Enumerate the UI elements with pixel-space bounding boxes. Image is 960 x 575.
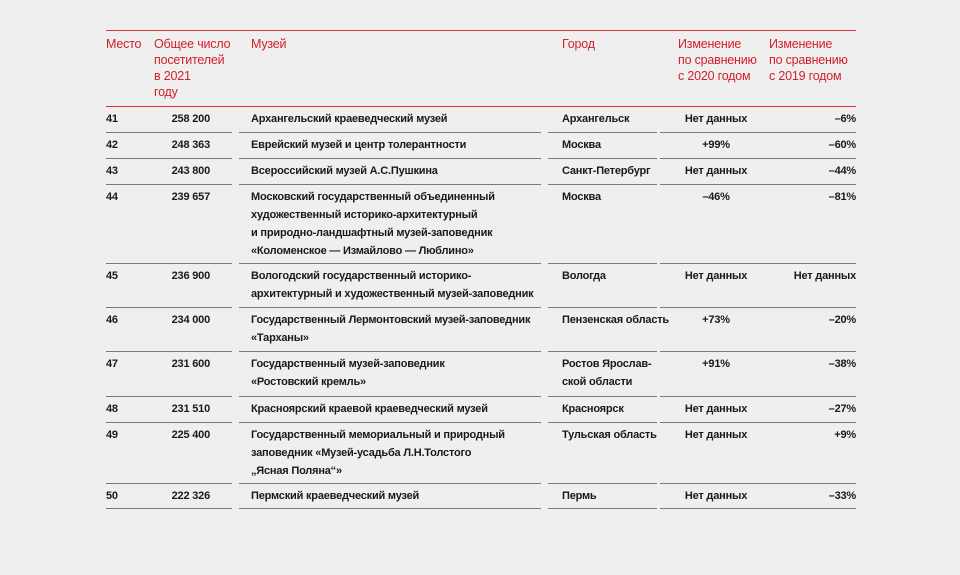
- row-divider: [660, 396, 856, 397]
- cell-visitors: 231 600: [171, 358, 210, 370]
- row-divider: [239, 184, 541, 185]
- cell-change-2020: Нет данных: [684, 429, 748, 441]
- cell-change-2019: –20%: [828, 314, 856, 326]
- row-divider: [548, 508, 657, 509]
- cell-change-2020: Нет данных: [684, 490, 748, 502]
- row-divider: [106, 422, 232, 423]
- cell-change-2019: –44%: [828, 165, 856, 177]
- row-divider: [548, 422, 657, 423]
- row-divider: [548, 351, 657, 352]
- row-divider: [239, 307, 541, 308]
- cell-change-2019: –27%: [828, 403, 856, 415]
- header-rank: Место: [106, 37, 142, 51]
- cell-museum: Вологодский государственный историко- архитектурный и художественный музей-заповедник: [251, 270, 534, 300]
- row-divider: [660, 184, 856, 185]
- header-change-2019: Изменение по сравнению с 2019 годом: [769, 37, 848, 83]
- cell-rank: 49: [106, 429, 118, 441]
- cell-change-2020: +91%: [702, 358, 730, 370]
- cell-rank: 50: [106, 490, 118, 502]
- cell-museum: Еврейский музей и центр толерантности: [251, 139, 467, 151]
- cell-change-2019: –81%: [828, 191, 856, 203]
- row-divider: [548, 483, 657, 484]
- cell-visitors: 222 326: [171, 490, 210, 502]
- row-divider: [106, 184, 232, 185]
- cell-rank: 48: [106, 403, 118, 415]
- cell-change-2020: –46%: [702, 191, 730, 203]
- row-divider: [106, 396, 232, 397]
- cell-change-2020: +99%: [702, 139, 730, 151]
- cell-city: Санкт-Петербург: [562, 165, 651, 177]
- cell-city: Ростов Ярослав- ской области: [562, 358, 652, 388]
- top-rule: [106, 30, 856, 31]
- row-divider: [239, 508, 541, 509]
- header-visitors: Общее число посетителей в 2021 году: [154, 37, 231, 99]
- header-museum: Музей: [251, 37, 287, 51]
- cell-city: Архангельск: [562, 113, 630, 125]
- row-divider: [106, 351, 232, 352]
- row-divider: [239, 396, 541, 397]
- header-rule: [106, 106, 856, 107]
- cell-museum: Московский государственный объединенный художественный историко-архитектурный и природно-ландшафтный музей-заповедник «Коломенское — Измайлово — Люблино»: [251, 191, 495, 257]
- cell-change-2019: +9%: [834, 429, 856, 441]
- cell-visitors: 248 363: [171, 139, 210, 151]
- cell-city: Пензенская область: [562, 314, 669, 326]
- row-divider: [660, 483, 856, 484]
- row-divider: [239, 132, 541, 133]
- cell-visitors: 243 800: [171, 165, 210, 177]
- cell-museum: Государственный Лермонтовский музей-заповедник «Тарханы»: [251, 314, 531, 344]
- cell-city: Красноярск: [562, 403, 624, 415]
- cell-city: Пермь: [562, 490, 597, 502]
- cell-visitors: 236 900: [171, 270, 210, 282]
- row-divider: [548, 396, 657, 397]
- row-divider: [239, 263, 541, 264]
- cell-city: Вологда: [562, 270, 606, 282]
- cell-change-2020: Нет данных: [684, 270, 748, 282]
- cell-visitors: 225 400: [171, 429, 210, 441]
- row-divider: [106, 508, 232, 509]
- cell-city: Тульская область: [562, 429, 657, 441]
- cell-rank: 43: [106, 165, 118, 177]
- row-divider: [106, 263, 232, 264]
- cell-change-2019: –6%: [834, 113, 856, 125]
- cell-visitors: 234 000: [171, 314, 210, 326]
- cell-museum: Пермский краеведческий музей: [251, 490, 420, 502]
- row-divider: [660, 351, 856, 352]
- row-divider: [548, 184, 657, 185]
- cell-change-2019: –33%: [828, 490, 856, 502]
- cell-change-2019: Нет данных: [793, 270, 856, 282]
- row-divider: [660, 132, 856, 133]
- row-divider: [660, 263, 856, 264]
- row-divider: [548, 158, 657, 159]
- row-divider: [106, 307, 232, 308]
- cell-visitors: 258 200: [171, 113, 210, 125]
- row-divider: [106, 158, 232, 159]
- row-divider: [106, 483, 232, 484]
- cell-museum: Красноярский краевой краеведческий музей: [251, 403, 488, 415]
- cell-city: Москва: [562, 139, 601, 151]
- header-change-2020: Изменение по сравнению с 2020 годом: [678, 37, 757, 83]
- cell-rank: 44: [106, 191, 118, 203]
- cell-museum: Всероссийский музей А.С.Пушкина: [251, 165, 438, 177]
- row-divider: [239, 422, 541, 423]
- cell-change-2020: Нет данных: [684, 403, 748, 415]
- header-city: Город: [562, 37, 595, 51]
- row-divider: [660, 158, 856, 159]
- cell-visitors: 231 510: [171, 403, 210, 415]
- row-divider: [106, 132, 232, 133]
- row-divider: [548, 307, 657, 308]
- row-divider: [660, 422, 856, 423]
- cell-change-2019: –38%: [828, 358, 856, 370]
- cell-change-2020: +73%: [702, 314, 730, 326]
- cell-museum: Государственный мемориальный и природный заповедник «Музей-усадьба Л.Н.Толстого „Ясная Поляна“»: [251, 429, 505, 477]
- cell-rank: 45: [106, 270, 118, 282]
- cell-change-2019: –60%: [828, 139, 856, 151]
- cell-museum: Архангельский краеведческий музей: [251, 113, 448, 125]
- cell-rank: 41: [106, 113, 118, 125]
- cell-rank: 42: [106, 139, 118, 151]
- row-divider: [548, 132, 657, 133]
- cell-rank: 47: [106, 358, 118, 370]
- row-divider: [239, 351, 541, 352]
- row-divider: [239, 483, 541, 484]
- row-divider: [239, 158, 541, 159]
- cell-change-2020: Нет данных: [684, 113, 748, 125]
- row-divider: [660, 307, 856, 308]
- cell-rank: 46: [106, 314, 118, 326]
- cell-museum: Государственный музей-заповедник «Ростовский кремль»: [251, 358, 445, 388]
- table-header: [106, 36, 856, 106]
- row-divider: [548, 263, 657, 264]
- cell-city: Москва: [562, 191, 601, 203]
- cell-visitors: 239 657: [171, 191, 210, 203]
- row-divider: [660, 508, 856, 509]
- cell-change-2020: Нет данных: [684, 165, 748, 177]
